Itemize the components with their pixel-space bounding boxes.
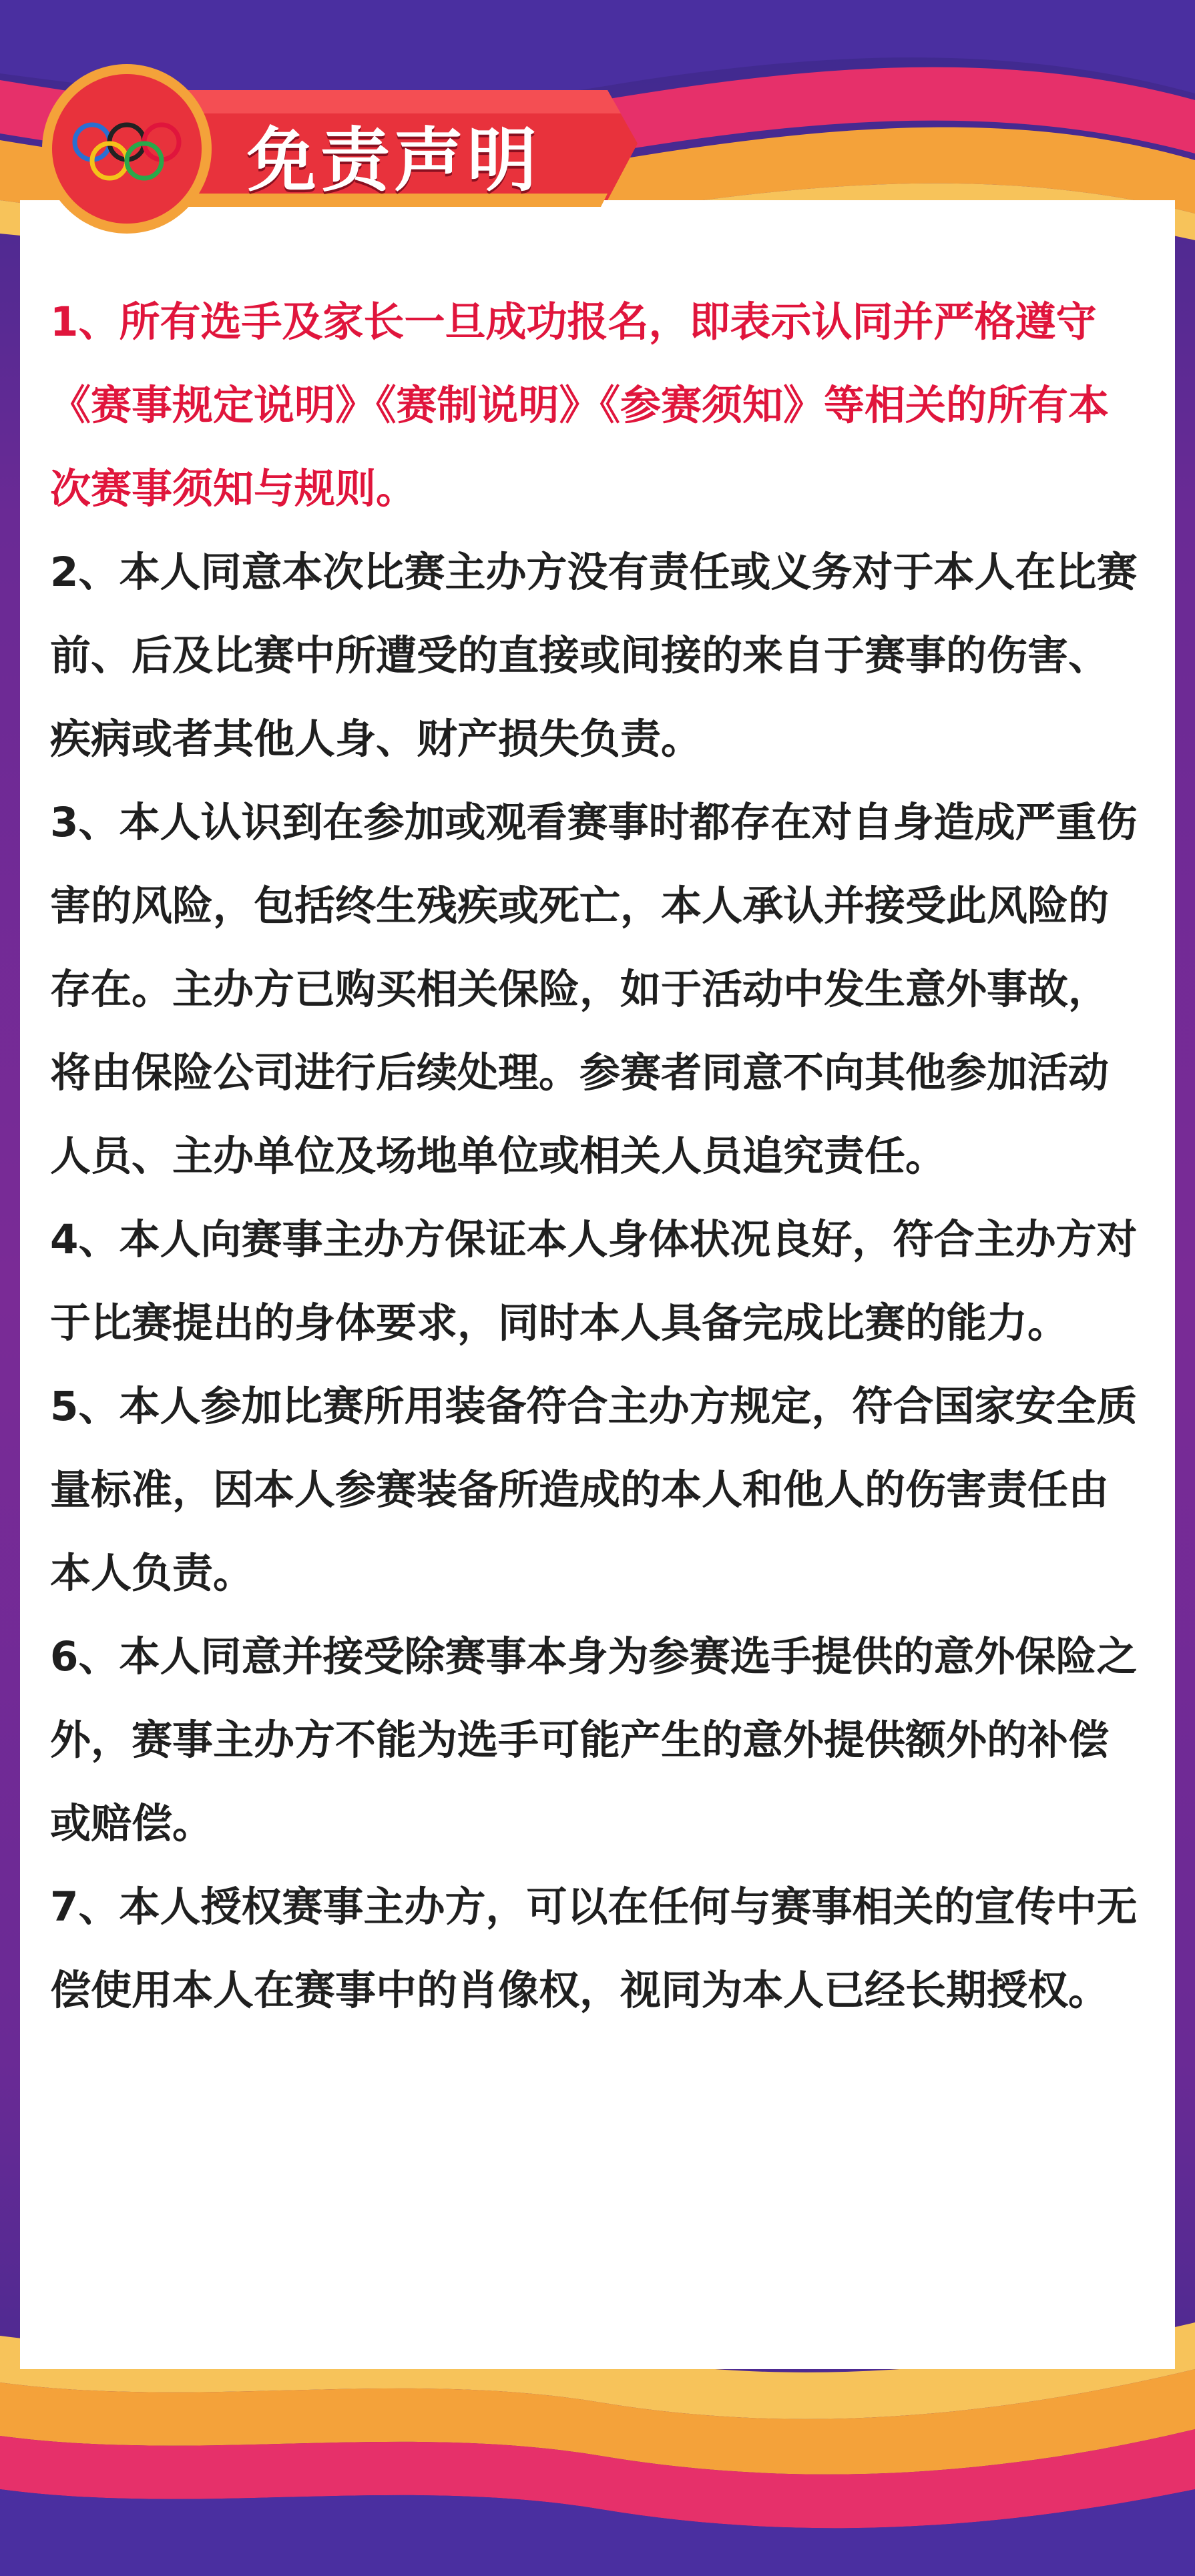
page-title: 免责声明 bbox=[247, 119, 541, 201]
clause-4: 4、本人向赛事主办方保证本人身体状况良好，符合主办方对于比赛提出的身体要求，同时本人具备完成比赛的能力。 bbox=[50, 1216, 1138, 1347]
clause-5: 5、本人参加比赛所用装备符合主办方规定，符合国家安全质量标准，因本人参赛装备所造成的本人和他人的伤害责任由本人负责。 bbox=[50, 1383, 1138, 1597]
clause-3: 3、本人认识到在参加或观看赛事时都存在对自身造成严重伤害的风险，包括终生残疾或死亡，本人承认并接受此风险的存在。主办方已购买相关保险，如于活动中发生意外事故，将由保险公司进行后续处理。参赛者同意不向其他参加活动人员、主办单位及场地单位或相关人员追究责任。 bbox=[50, 799, 1138, 1180]
clause-6: 6、本人同意并接受除赛事本身为参赛选手提供的意外保险之外，赛事主办方不能为选手可能产生的意外提供额外的补偿或赔偿。 bbox=[50, 1633, 1138, 1847]
clause-2: 2、本人同意本次比赛主办方没有责任或义务对于本人在比赛前、后及比赛中所遭受的直接或间接的来自于赛事的伤害、疾病或者其他人身、财产损失负责。 bbox=[50, 549, 1138, 763]
disclaimer-text bbox=[50, 280, 1145, 2032]
clause-7: 7、本人授权赛事主办方，可以在任何与赛事相关的宣传中无偿使用本人在赛事中的肖像权，视同为本人已经长期授权。 bbox=[50, 1883, 1138, 2014]
clause-1: 1、所有选手及家长一旦成功报名，即表示认同并严格遵守《赛事规定说明》《赛制说明》《参赛须知》等相关的所有本次赛事须知与规则。 bbox=[50, 298, 1110, 513]
